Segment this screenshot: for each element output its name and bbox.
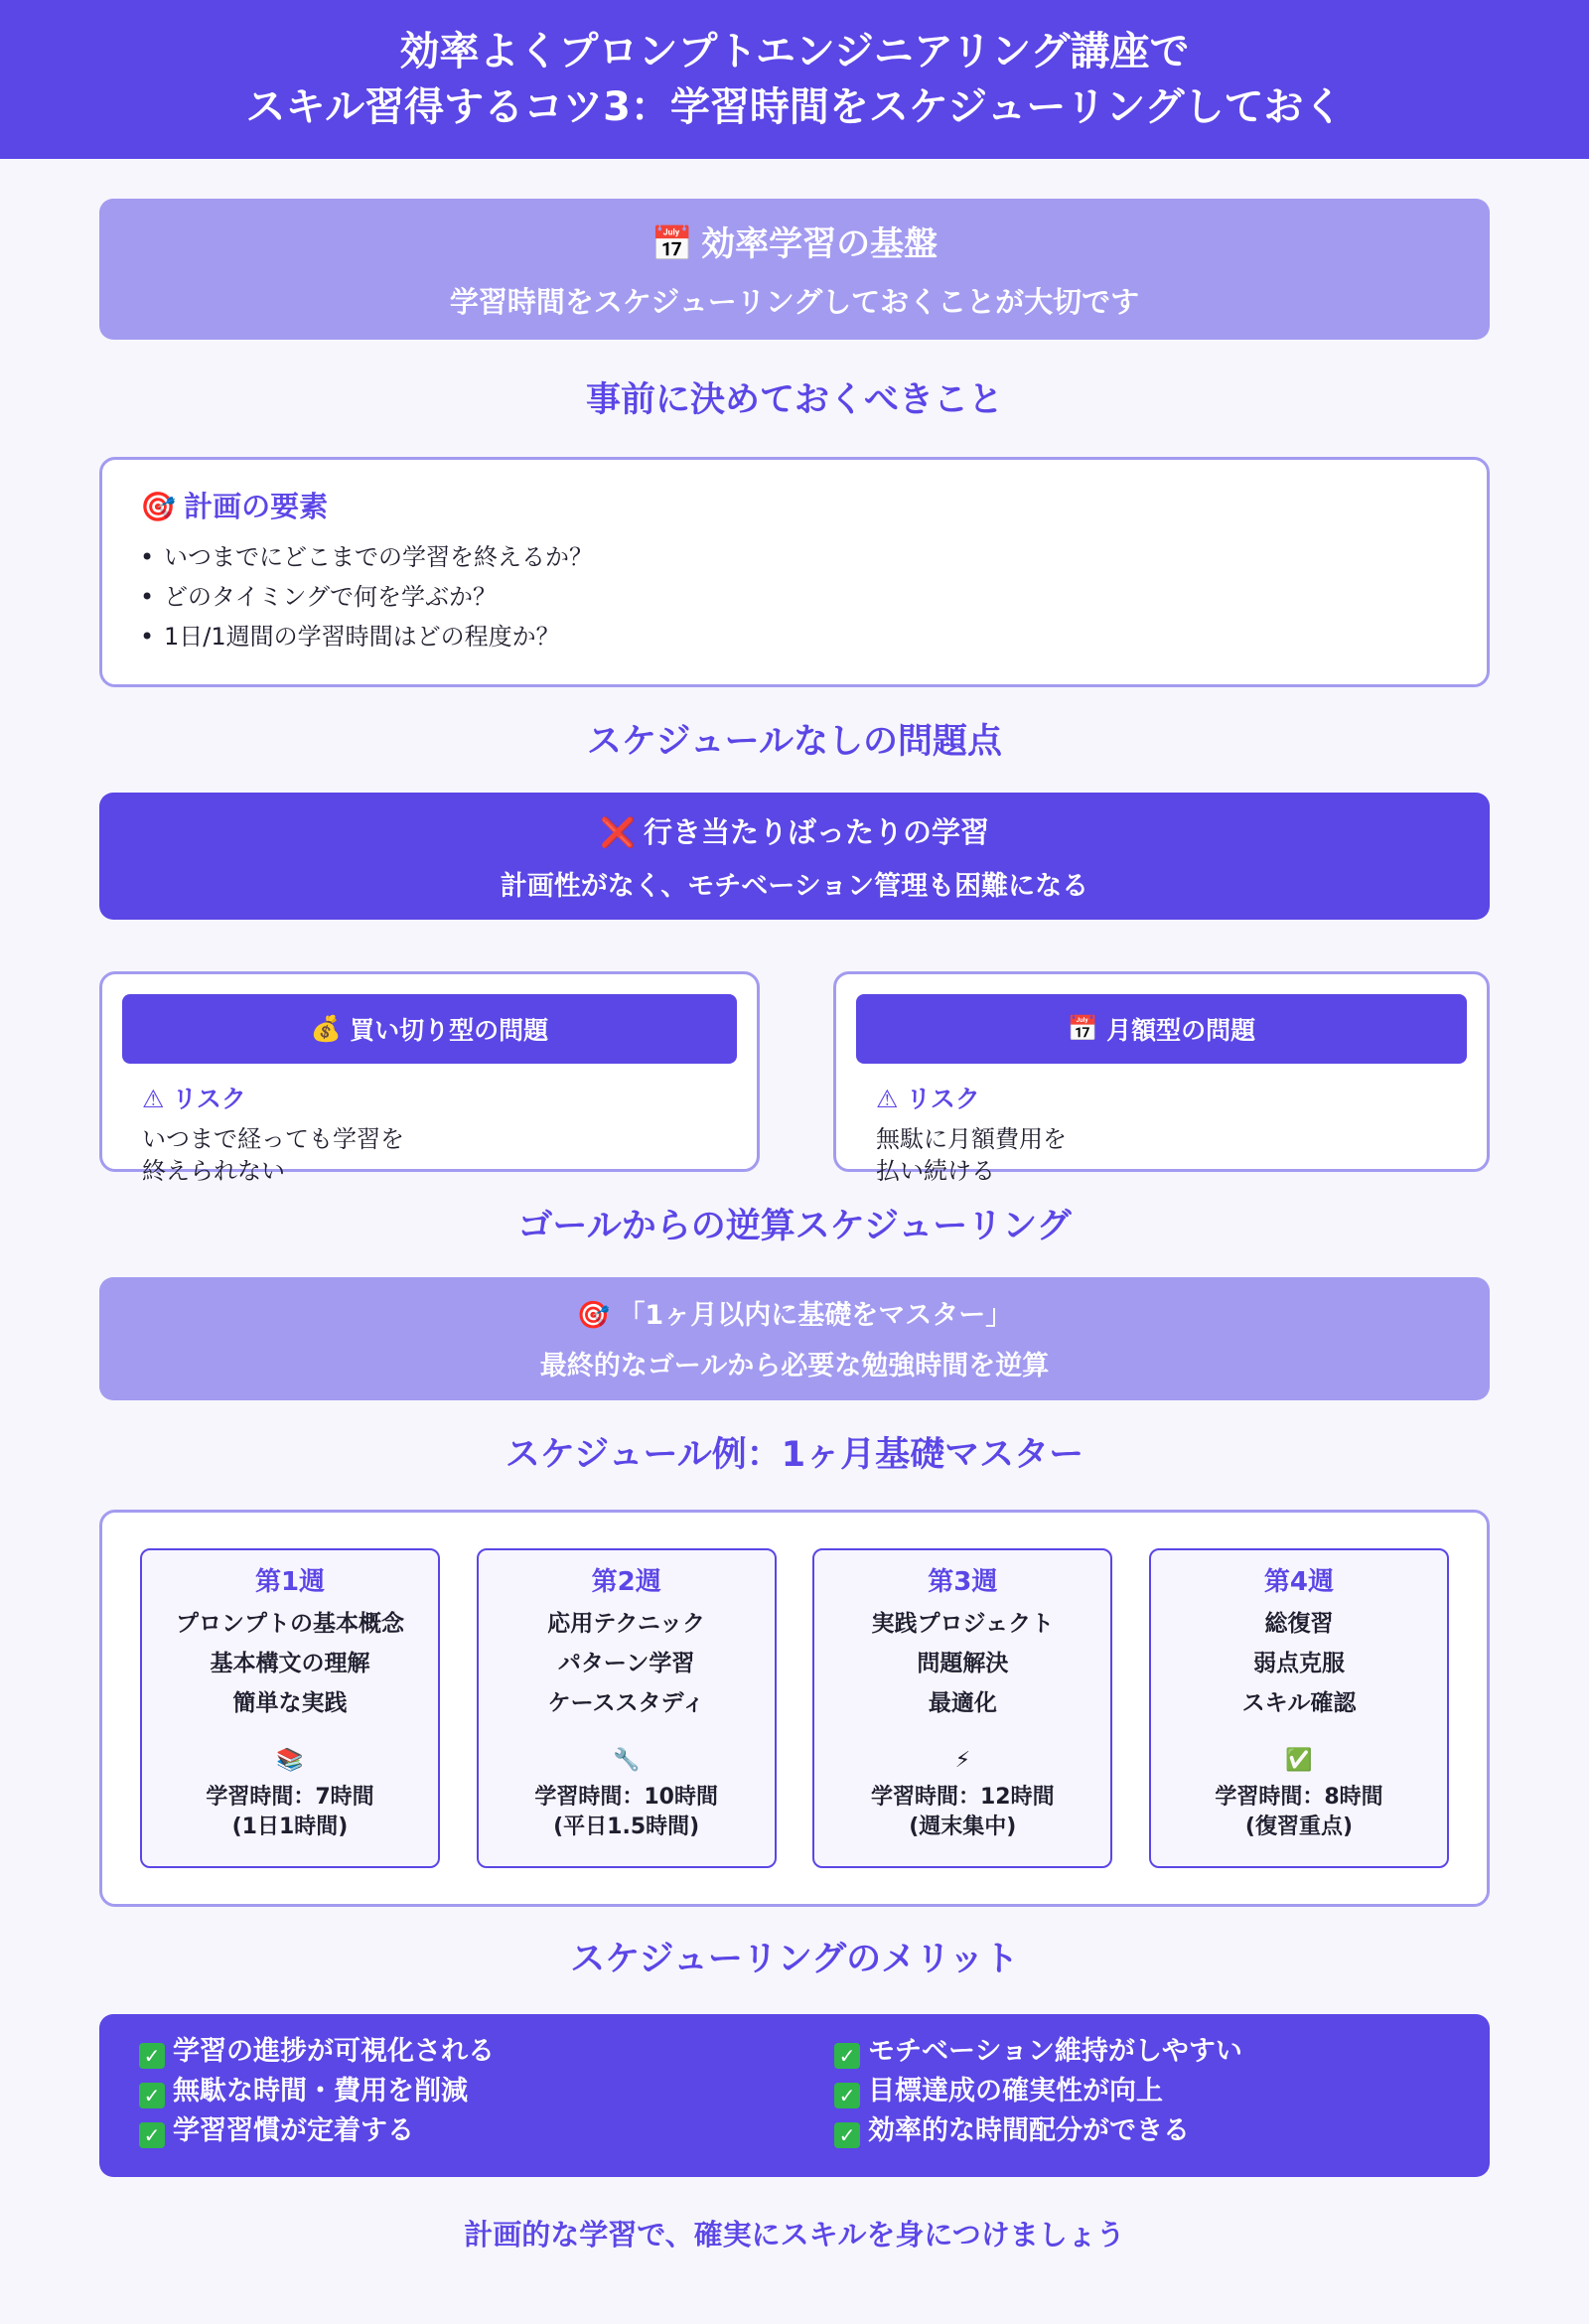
goal-section-title: ゴールからの逆算スケジューリング: [517, 1207, 1072, 1246]
week-note: (平日1.5時間): [553, 1815, 700, 1839]
week-topic: スキル確認: [1241, 1690, 1357, 1716]
monthly-problem-header: [856, 994, 1467, 1064]
goal-quote: 「1ヶ月以内に基礎をマスター」: [618, 1299, 1013, 1331]
week-note: (週末集中): [909, 1815, 1017, 1839]
check-icon: ✓: [834, 2122, 860, 2148]
check-icon: ✓: [139, 2083, 165, 2108]
check-icon: ✓: [139, 2043, 165, 2069]
buyout-risk-label: ⚠ リスク: [142, 1085, 246, 1113]
week-topic: 総復習: [1264, 1611, 1334, 1637]
books-icon: 📚: [276, 1748, 304, 1773]
cross-icon: ❌: [599, 814, 637, 849]
no-plan-text: 計画性がなく、モチベーション管理も困難になる: [500, 870, 1089, 902]
schedule-section-title: スケジュール例：1ヶ月基礎マスター: [505, 1435, 1084, 1475]
foundation-banner: [99, 199, 1490, 340]
closing-message: 計画的な学習で、確実にスキルを身につけましょう: [464, 2218, 1125, 2251]
week-topic: プロンプトの基本概念: [176, 1611, 404, 1637]
plan-item: • どのタイミングで何を学ぶか？: [140, 577, 1449, 617]
monthly-problem-title: 月額型の問題: [1106, 1016, 1256, 1045]
week-topic: 実践プロジェクト: [871, 1611, 1055, 1637]
week-title: 第2週: [591, 1567, 661, 1597]
wrench-icon: 🔧: [612, 1748, 641, 1773]
week-title: 第4週: [1263, 1567, 1335, 1597]
week-topic: 最適化: [928, 1690, 997, 1716]
merit-item: ✓ 効率的な時間配分ができる: [834, 2111, 1529, 2151]
week-time: 学習時間：10時間: [534, 1785, 718, 1810]
lightning-icon: ⚡: [954, 1748, 971, 1773]
monthly-risk-text: 無駄に月額費用を 払い続ける: [876, 1125, 1067, 1185]
week-topic: 簡単な実践: [232, 1690, 348, 1716]
merits-banner: [99, 2014, 1490, 2177]
week-title: 第1週: [254, 1567, 326, 1597]
header-title-line2: スキル習得するコツ3：学習時間をスケジューリングしておく: [245, 84, 1344, 130]
calendar-icon: 📅: [1067, 1014, 1099, 1043]
buyout-risk-text: いつまで経っても学習を 終えられない: [142, 1125, 404, 1185]
merits-section-title: スケジューリングのメリット: [570, 1940, 1019, 1979]
header-title-line1: 効率よくプロンプトエンジニアリング講座で: [399, 29, 1190, 74]
week-2-card: [477, 1548, 777, 1868]
monthly-risk-label: ⚠ リスク: [876, 1085, 980, 1113]
target-icon: 🎯: [140, 490, 177, 523]
plan-item: • いつまでにどこまでの学習を終えるか？: [140, 537, 1449, 577]
plan-elements-title: 計画の要素: [184, 490, 329, 523]
merit-item: ✓ 学習の進捗が可視化される: [139, 2032, 834, 2072]
warning-icon: ⚠: [876, 1085, 899, 1113]
week-topic: 応用テクニック: [547, 1611, 705, 1637]
buyout-problem-header: [122, 994, 737, 1064]
week-topic: 問題解決: [917, 1651, 1009, 1676]
week-topic: ケーススタディ: [547, 1690, 705, 1716]
foundation-subtitle: 学習時間をスケジューリングしておくことが大切です: [449, 284, 1140, 319]
schedule-card: [99, 1510, 1490, 1907]
week-4-card: [1149, 1548, 1449, 1868]
no-plan-banner: [99, 793, 1490, 920]
target-icon: 🎯: [576, 1299, 611, 1331]
check-icon: ✅: [1285, 1748, 1313, 1773]
week-3-card: [812, 1548, 1112, 1868]
merit-item: ✓ モチベーション維持がしやすい: [834, 2032, 1529, 2072]
buyout-problem-title: 買い切り型の問題: [350, 1016, 549, 1045]
problems-section-title: スケジュールなしの問題点: [587, 722, 1002, 762]
merit-item: ✓ 無駄な時間・費用を削減: [139, 2072, 834, 2111]
monthly-problem-card: [833, 971, 1490, 1185]
week-time: 学習時間：7時間: [206, 1785, 374, 1810]
week-topic: 基本構文の理解: [210, 1651, 370, 1676]
week-note: (1日1時間): [231, 1815, 349, 1839]
decide-section-title: 事前に決めておくべきこと: [585, 380, 1003, 420]
week-time: 学習時間：8時間: [1215, 1785, 1383, 1810]
week-title: 第3週: [928, 1567, 998, 1597]
week-time: 学習時間：12時間: [871, 1785, 1055, 1810]
goal-text: 最終的なゴールから必要な勉強時間を逆算: [539, 1350, 1050, 1381]
plan-elements-card: [99, 457, 1490, 687]
warning-icon: ⚠: [142, 1085, 165, 1113]
merit-item: ✓ 目標達成の確実性が向上: [834, 2072, 1529, 2111]
week-topic: パターン学習: [557, 1651, 695, 1676]
check-icon: ✓: [834, 2083, 860, 2108]
week-note: (復習重点): [1244, 1815, 1354, 1839]
calendar-icon: 📅: [650, 223, 694, 264]
week-topic: 弱点克服: [1252, 1651, 1345, 1676]
foundation-title: 効率学習の基盤: [701, 223, 939, 264]
no-plan-title: 行き当たりばったりの学習: [644, 814, 990, 849]
merit-item: ✓ 学習習慣が定着する: [139, 2111, 834, 2151]
money-bag-icon: 💰: [310, 1014, 343, 1043]
plan-elements-list: [140, 537, 1449, 656]
buyout-problem-card: [99, 971, 760, 1185]
check-icon: ✓: [834, 2043, 860, 2069]
goal-banner: [99, 1277, 1490, 1400]
week-1-card: [140, 1548, 440, 1868]
plan-item: • 1日/1週間の学習時間はどの程度か？: [140, 617, 1449, 656]
check-icon: ✓: [139, 2122, 165, 2148]
page-header: [0, 0, 1589, 159]
